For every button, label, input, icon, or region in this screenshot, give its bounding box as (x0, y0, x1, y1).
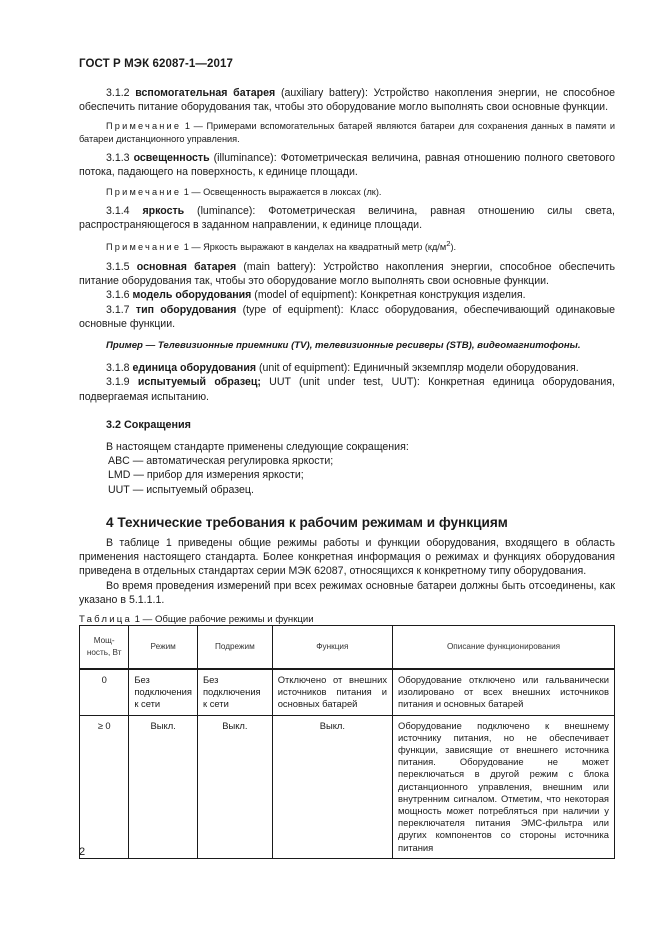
modes-table (79, 625, 615, 859)
definition-3-1-6: 3.1.6 модель оборудования (model of equipment): Конкретная конструкция изделия. (106, 289, 526, 302)
term: модель оборудования (132, 289, 252, 302)
note: Примечание 1 — Примерами вспомогательных батарей являются батареи для сохранения данных в памяти и батареи дистанционного управления. (79, 121, 615, 144)
term: освещенность (133, 152, 210, 165)
document-header: ГОСТ Р МЭК 62087-1—2017 (79, 58, 233, 70)
cell-mode: Выкл. (129, 715, 198, 858)
term: испытуемый образец; (137, 376, 261, 389)
section-paragraph: В таблице 1 приведены общие режимы работы и функции оборудования, входящего в область применения настоящего стандарта. Более конкретная информация о режимах и функциях оборудования приведена в отдельных стандартах серии МЭК 62087, относящихся к конкретному типу оборудования. (79, 536, 615, 578)
term: яркость (142, 205, 185, 218)
table-row (80, 669, 615, 715)
cell-function: Выкл. (272, 715, 392, 858)
abbreviation-item: UUT — испытуемый образец. (108, 483, 254, 496)
column-header-function: Функция (272, 626, 392, 670)
subsection-heading: 3.2 Сокращения (106, 418, 191, 431)
definition-3-1-9: 3.1.9 испытуемый образец; UUT (unit under test, UUT): Конкретная единица оборудования, подвергаемая испытанию. (79, 376, 615, 403)
definition-3-1-2: 3.1.2 вспомогательная батарея (auxiliary battery): Устройство накопления энергии, не способное обеспечить питание оборудования так, чтобы это оборудование могло выполнять свои основные функции. (79, 87, 616, 114)
abbreviation-item: ABC — автоматическая регулировка яркости; (108, 455, 334, 468)
table-row (80, 715, 615, 858)
page-number: 2 (79, 846, 86, 858)
column-header-mode: Режим (129, 626, 198, 670)
table-header-row (80, 626, 615, 670)
definition-3-1-5: 3.1.5 основная батарея (main battery): Устройство накопления энергии, способное обеспечить питание оборудования так, чтобы это оборудование могло выполнять свои основные функции. (79, 260, 615, 288)
document-body (79, 86, 615, 627)
term: единица оборудования (132, 362, 257, 375)
example-text: Пример — Телевизионные приемники (TV), телевизионные ресиверы (STB), видеомагнитофоны. (106, 339, 581, 351)
definition-3-1-8: 3.1.8 единица оборудования (unit of equipment): Единичный экземпляр модели оборудования. (106, 362, 579, 375)
abbreviations-intro: В настоящем стандарте применены следующие сокращения: (106, 440, 409, 453)
cell-function: Отключено от внешних источников питания и основных батарей (272, 669, 392, 715)
section-heading: 4 Технические требования к рабочим режимам и функциям (106, 514, 508, 530)
note: Примечание 1 — Освещенность выражается в люксах (лк). (106, 186, 382, 197)
note: Примечание 1 — Яркость выражают в канделах на квадратный метр $(кд/м^2)$. (106, 239, 457, 253)
table-caption: Таблица 1 — Общие рабочие режимы и функции (79, 613, 314, 625)
term: вспомогательная батарея (135, 87, 276, 99)
column-header-description: Описание функционирования (393, 626, 615, 670)
definition-3-1-7: 3.1.7 тип оборудования (type of equipment): Класс оборудования, обеспечивающий одинаковые основные функции. (79, 303, 615, 330)
term: тип оборудования (135, 303, 237, 316)
cell-submode: Выкл. (197, 715, 272, 858)
cell-mode: Без подключения к сети (129, 669, 198, 715)
term: основная батарея (136, 260, 237, 273)
definition-3-1-4: 3.1.4 яркость (luminance): Фотометрическая величина, равная отношению силы света, распространяющегося в заданном направлении, к единице площади. (79, 205, 615, 232)
cell-description: Оборудование отключено или гальванически изолировано от всех внешних источников питания и основных батарей (393, 669, 615, 715)
cell-submode: Без подключения к сети (197, 669, 272, 715)
section-paragraph: Во время проведения измерений при всех режимах основные батареи должны быть отсоединены, как указано в 5.1.1.1. (79, 579, 615, 606)
abbreviation-item: LMD — прибор для измерения яркости; (108, 469, 304, 482)
column-header-power: Мощ-ность, Вт (80, 626, 129, 670)
cell-power: ≥ 0 (80, 715, 129, 858)
cell-description: Оборудование подключено к внешнему источнику питания, но не обеспечивает функции, зависящие от внешнего источника питания. Оборудование не может переключаться в другой режим с блока дистанционного управления, внешним или внутренним сигналом. Отметим, что некоторая мощность может потребляться при наличии у переключателя питания ЭМС-фильтра или других компонентов со стороны источника питания (393, 715, 615, 858)
column-header-submode: Подрежим (197, 626, 272, 670)
definition-3-1-3: 3.1.3 освещенность (illuminance): Фотометрическая величина, равная отношению полного светового потока, падающего на поверхность, к единице площади. (79, 152, 615, 179)
cell-power: 0 (80, 669, 129, 715)
